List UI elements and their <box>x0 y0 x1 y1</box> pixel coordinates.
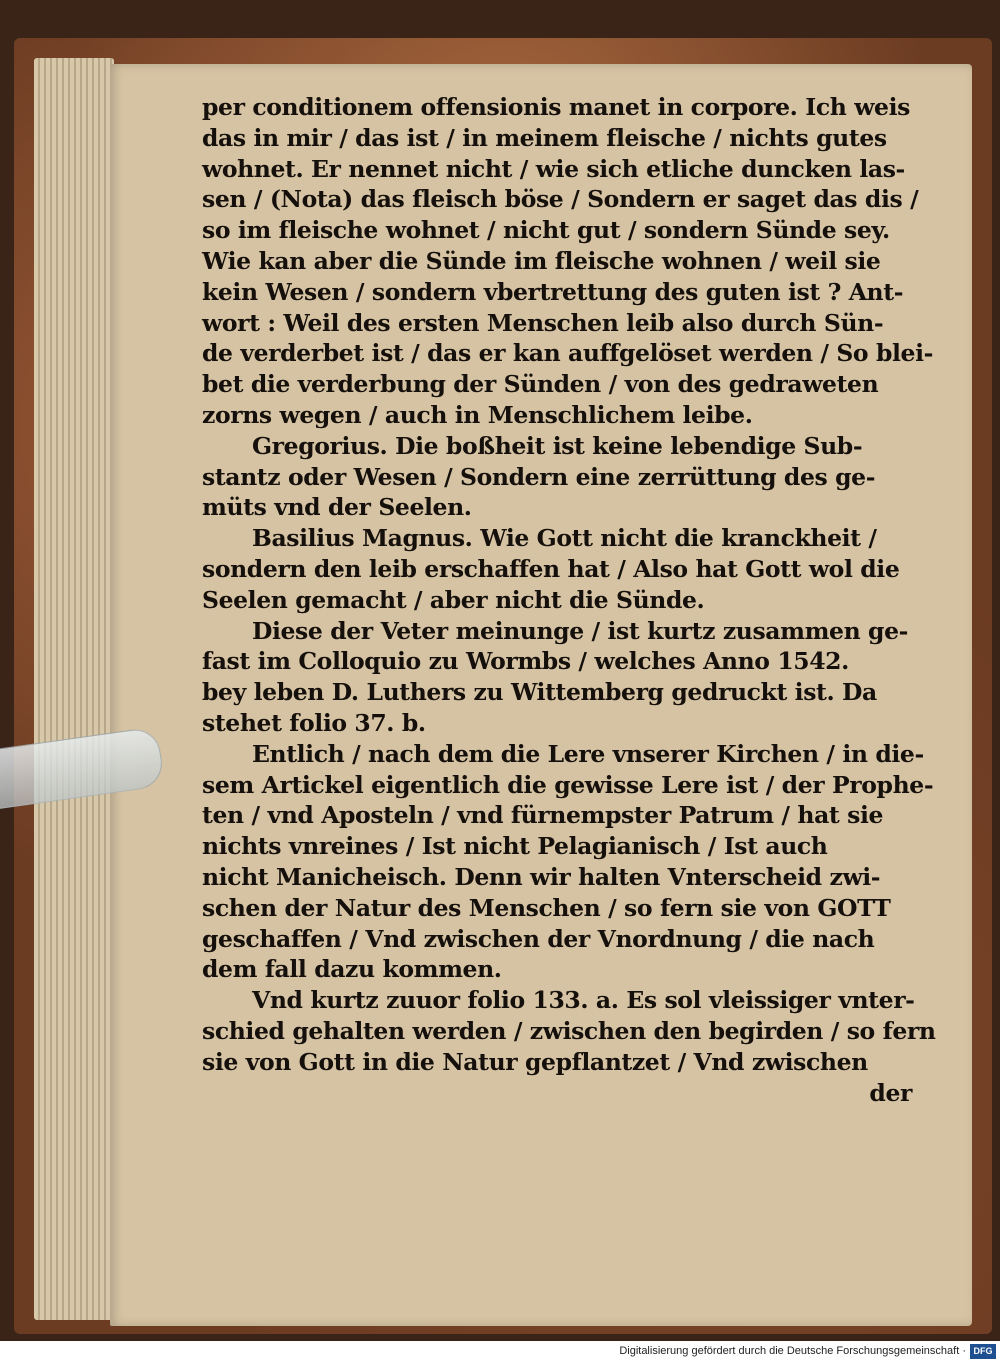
text-line: nicht Manicheisch. Denn wir halten Vnterscheid zwi- <box>202 862 881 891</box>
text-line: Basilius Magnus. Wie Gott nicht die kranckheit / <box>252 524 877 553</box>
text-line: bey leben D. Luthers zu Wittemberg gedruckt ist. Da <box>202 678 877 707</box>
text-line: stehet folio 37. b. <box>202 708 426 737</box>
text-line: per conditionem offensionis manet in corpore. Ich weis <box>202 93 910 121</box>
catchword: der <box>869 1078 912 1107</box>
text-line: ten / vnd Aposteln / vnd fürnempster Patrum / hat sie <box>202 801 884 830</box>
text-line: schen der Natur des Menschen / so fern sie von GOTT <box>202 893 891 922</box>
text-line: das in mir / das ist / in meinem fleische / nichts gutes <box>202 123 887 152</box>
text-line: sem Artickel eigentlich die gewisse Lere ist / der Prophe- <box>202 770 934 799</box>
page-edges <box>34 58 114 1320</box>
funding-note: Digitalisierung gefördert durch die Deutsche Forschungsgemeinschaft · <box>619 1345 966 1357</box>
text-line: Seelen gemacht / aber nicht die Sünde. <box>202 585 705 614</box>
text-line: Entlich / nach dem die Lere vnserer Kirchen / in die- <box>252 739 924 768</box>
text-line: sie von Gott in die Natur gepflantzet / Vnd zwischen <box>202 1047 868 1076</box>
text-line: sondern den leib erschaffen hat / Also hat Gott wol die <box>202 554 900 583</box>
text-line: Diese der Veter meinunge / ist kurtz zusammen ge- <box>252 616 908 645</box>
text-line: müts vnd der Seelen. <box>202 493 472 522</box>
text-line: wort : Weil des ersten Menschen leib also durch Sün- <box>202 308 884 337</box>
text-line: sen / (Nota) das fleisch böse / Sondern er saget das dis / <box>202 185 919 214</box>
text-line: Gregorius. Die boßheit ist keine lebendige Sub- <box>252 431 863 460</box>
text-line: dem fall dazu kommen. <box>202 955 502 984</box>
page-text <box>202 92 936 1108</box>
text-line: Wie kan aber die Sünde im fleische wohnen / weil sie <box>202 246 881 275</box>
text-line: Vnd kurtz zuuor folio 133. a. Es sol vleissiger vnter- <box>252 986 915 1015</box>
text-line: geschaffen / Vnd zwischen der Vnordnung / die nach <box>202 924 875 953</box>
footer-bar <box>0 1341 1000 1364</box>
text-line: fast im Colloquio zu Wormbs / welches Anno 1542. <box>202 647 849 676</box>
dfg-logo-icon: DFG <box>970 1344 996 1359</box>
text-line: bet die verderbung der Sünden / von des gedraweten <box>202 370 879 399</box>
text-line: zorns wegen / auch in Menschlichem leibe. <box>202 400 753 429</box>
text-line: kein Wesen / sondern vbertrettung des guten ist ? Ant- <box>202 277 904 306</box>
text-line: stantz oder Wesen / Sondern eine zerrüttung des ge- <box>202 462 876 491</box>
text-line: schied gehalten werden / zwischen den begirden / so fern <box>202 1016 936 1045</box>
text-line: wohnet. Er nennet nicht / wie sich etliche duncken las- <box>202 154 905 183</box>
text-line: de verderbet ist / das er kan auffgelöset werden / So blei- <box>202 339 933 368</box>
text-line: so im fleische wohnet / nicht gut / sondern Sünde sey. <box>202 216 890 245</box>
text-line: nichts vnreines / Ist nicht Pelagianisch / Ist auch <box>202 832 828 861</box>
